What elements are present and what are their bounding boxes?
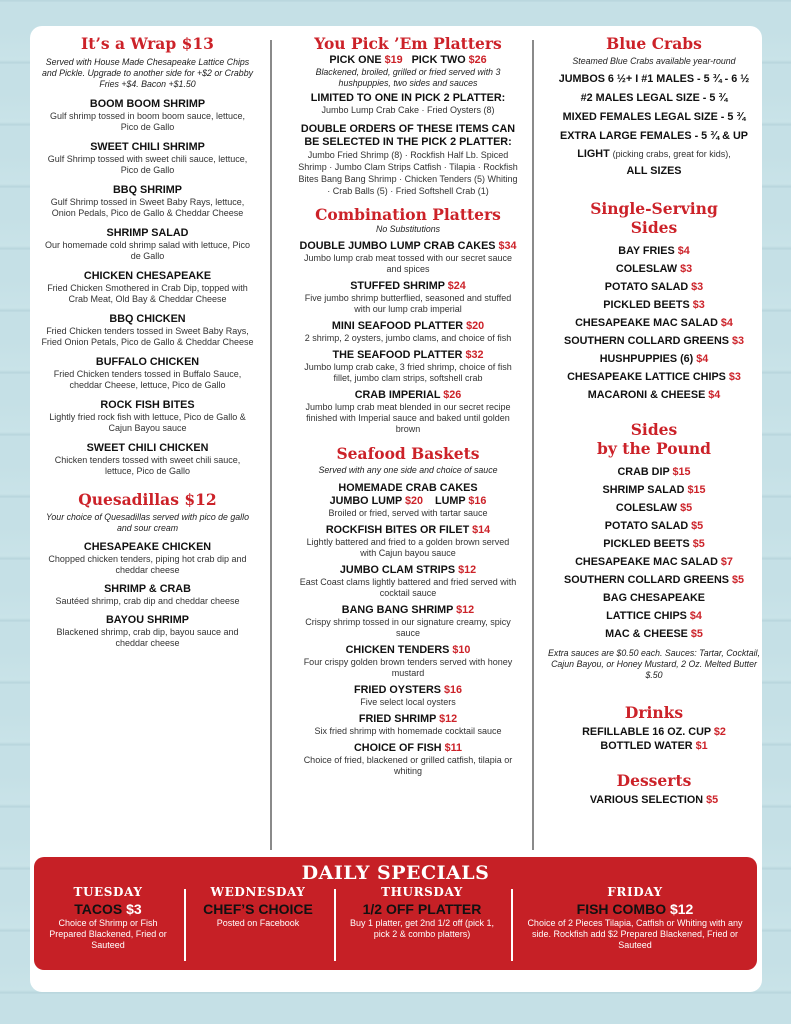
- item-name: CRAB IMPERIAL: [354, 389, 441, 401]
- item-name-line: [298, 684, 518, 697]
- column-wraps: [40, 34, 255, 649]
- item-desc: Chicken tenders tossed with sweet chili sauce, lettuce, Pico de Gallo: [54, 455, 241, 476]
- side-item: [548, 607, 760, 625]
- menu-item: [298, 349, 518, 384]
- side-price: $3: [692, 299, 705, 311]
- menu-item: [298, 684, 518, 708]
- side-name: REFILLABLE 16 OZ. CUP: [582, 726, 711, 738]
- item-name-line: [40, 541, 255, 554]
- special-friday: FRIDAY FISH COMBO $12 Choice of 2 Pieces Tilapia, Catfish or Whiting with any side. Rockfish add $2 Prepared Blackened, Fried or Sauteed: [527, 885, 743, 950]
- item-price: $12: [439, 713, 458, 725]
- item-desc: Gulf Shrimp tossed in Sweet Baby Rays, lettuce, Onion Pedals, Pico de Gallo & Cheddar Cheese: [50, 197, 245, 218]
- item-name-line: [40, 227, 255, 240]
- section-note: Your choice of Quesadillas served with pico de gallo and sour cream: [46, 512, 249, 533]
- section-title-drinks: Drinks: [624, 703, 684, 722]
- menu-item: [298, 320, 518, 344]
- item-name: CHESAPEAKE CHICKEN: [83, 541, 212, 553]
- item-name: ROCKFISH BITES OR FILET: [325, 524, 470, 536]
- crab-size-list: [548, 70, 760, 146]
- item-name-line: [298, 320, 518, 333]
- item-desc: Choice of fried, blackened or grilled catfish, tilapia or whiting: [303, 755, 513, 776]
- item-price: $12: [458, 564, 477, 576]
- side-price: $2: [713, 726, 726, 738]
- crabcakes-name: HOMEMADE CRAB CAKES: [338, 482, 478, 494]
- side-name: BOTTLED WATER: [600, 740, 693, 752]
- double-heading: DOUBLE ORDERS OF THESE ITEMS CAN BE SELECTED IN THE PICK 2 PLATTER:: [300, 123, 516, 148]
- section-note: Served with any one side and choice of sauce: [318, 465, 498, 475]
- crab-light: LIGHT (picking crabs, great for kids),: [577, 148, 731, 160]
- section-title-combo: Combination Platters: [315, 205, 501, 224]
- item-name-line: [40, 141, 255, 154]
- side-price: $5: [690, 628, 703, 640]
- item-name: FRIED OYSTERS: [353, 684, 441, 696]
- side-price: $1: [695, 740, 708, 752]
- limit-desc: Jumbo Lump Crab Cake · Fried Oysters (8): [321, 105, 495, 115]
- item-name: BANG BANG SHRIMP: [341, 604, 454, 616]
- item-name-line: [40, 399, 255, 412]
- menu-item: [40, 541, 255, 576]
- side-name: CHESAPEAKE LATTICE CHIPS: [567, 371, 726, 383]
- item-desc: Gulf shrimp tossed in boom boom sauce, lettuce, Pico de Gallo: [49, 111, 246, 132]
- side-name: COLESLAW: [615, 263, 678, 275]
- side-name: LATTICE CHIPS: [606, 610, 687, 622]
- crab-size-line: MIXED FEMALES LEGAL SIZE - 5 ¾: [562, 111, 746, 123]
- item-name-line: [298, 280, 518, 293]
- item-name: SWEET CHILI SHRIMP: [90, 141, 205, 153]
- pick-prices: PICK ONE $19 PICK TWO $26: [329, 54, 487, 66]
- menu-item: [298, 742, 518, 777]
- item-desc: Our homemade cold shrimp salad with lettuce, Pico de Gallo: [44, 240, 251, 261]
- side-item: [548, 625, 760, 643]
- item-name: JUMBO CLAM STRIPS: [339, 564, 456, 576]
- side-price: $3: [680, 263, 693, 275]
- combo-list: [298, 240, 518, 435]
- item-price: $34: [498, 240, 517, 252]
- side-price: $3: [691, 281, 704, 293]
- item-name: STUFFED SHRIMP: [350, 280, 445, 292]
- item-name-line: [298, 389, 518, 402]
- limit-heading: LIMITED TO ONE IN PICK 2 PLATTER:: [310, 92, 506, 104]
- section-title-crabs: Blue Crabs: [606, 34, 702, 53]
- item-desc: East Coast clams lightly battered and fried served with cocktail sauce: [299, 577, 517, 598]
- menu-item: [298, 713, 518, 737]
- side-item: [548, 314, 760, 332]
- side-item: [548, 793, 760, 807]
- item-name-line: [298, 742, 518, 755]
- section-title-desserts: Desserts: [616, 771, 692, 790]
- item-name: SHRIMP SALAD: [106, 227, 189, 239]
- side-item: [548, 260, 760, 278]
- item-name-line: [298, 564, 518, 577]
- item-name: BBQ SHRIMP: [113, 184, 182, 196]
- item-desc: Lightly fried rock fish with lettuce, Pico de Gallo & Cajun Bayou sauce: [49, 412, 246, 433]
- side-price: $15: [672, 466, 691, 478]
- menu-item: [40, 184, 255, 219]
- section-title-quesadillas: Quesadillas $12: [78, 490, 217, 509]
- item-name-line: [40, 356, 255, 369]
- desserts-list: [548, 793, 760, 807]
- crab-all-sizes: ALL SIZES: [626, 165, 682, 177]
- item-name: CHICKEN CHESAPEAKE: [83, 270, 212, 282]
- crab-size-line: #2 MALES LEGAL SIZE - 5 ¾: [580, 92, 728, 104]
- section-note: Steamed Blue Crabs available year-round: [572, 56, 736, 66]
- item-desc: 2 shrimp, 2 oysters, jumbo clams, and choice of fish: [304, 333, 512, 343]
- crab-size-line: EXTRA LARGE FEMALES - 5 ¾ & UP: [560, 130, 748, 142]
- section-title-single-sides: Single-Serving Sides: [590, 199, 718, 237]
- menu-item: [40, 98, 255, 133]
- menu-item: [298, 564, 518, 599]
- item-name-line: [40, 442, 255, 455]
- item-desc: Chopped chicken tenders, piping hot crab dip and cheddar cheese: [48, 554, 247, 575]
- side-name: POTATO SALAD: [604, 281, 689, 293]
- side-item: [548, 332, 760, 350]
- item-price: $16: [443, 684, 462, 696]
- side-name: SOUTHERN COLLARD GREENS: [564, 335, 729, 347]
- side-price: $5: [680, 502, 693, 514]
- side-price: $15: [687, 484, 706, 496]
- side-item: [548, 296, 760, 314]
- side-item: [548, 553, 760, 571]
- specials-title: DAILY SPECIALS: [301, 862, 490, 884]
- menu-item: [298, 524, 518, 559]
- item-price: $14: [472, 524, 491, 536]
- side-price: $5: [691, 520, 704, 532]
- section-title-platters: You Pick ’Em Platters: [314, 34, 502, 53]
- section-title-wraps: It’s a Wrap $13: [81, 34, 214, 53]
- item-desc: Five select local oysters: [360, 697, 456, 707]
- side-item: [548, 386, 760, 404]
- item-price: $11: [444, 742, 462, 754]
- side-item: [548, 242, 760, 260]
- side-price: $4: [708, 389, 721, 401]
- side-item: [548, 278, 760, 296]
- side-item: [548, 481, 760, 499]
- side-item: [548, 589, 760, 607]
- item-desc: Six fried shrimp with homemade cocktail sauce: [314, 726, 502, 736]
- menu-item: [40, 270, 255, 305]
- item-name-line: [40, 98, 255, 111]
- item-desc: Jumbo lump crab cake, 3 fried shrimp, choice of fish fillet, jumbo clam strips, softshell crab: [304, 362, 512, 383]
- item-name: THE SEAFOOD PLATTER: [332, 349, 463, 361]
- item-desc: Fried Chicken Smothered in Crab Dip, topped with Crab Meat, Old Bay & Cheddar Cheese: [47, 283, 248, 304]
- item-name-line: [298, 604, 518, 617]
- crab-size-line: JUMBOS 6 ½+ I #1 MALES - 5 ¾ - 6 ½: [558, 73, 750, 85]
- item-name-line: [40, 270, 255, 283]
- item-name: BAYOU SHRIMP: [106, 614, 189, 626]
- side-name: CRAB DIP: [617, 466, 670, 478]
- menu-item: [40, 399, 255, 434]
- side-name: MACARONI & CHEESE: [587, 389, 706, 401]
- special-wednesday: WEDNESDAY CHEF’S CHOICE Posted on Facebook: [203, 885, 313, 928]
- section-title-pound-sides: Sides by the Pound: [597, 420, 711, 458]
- side-price: $3: [731, 335, 744, 347]
- side-price: $5: [706, 794, 719, 806]
- item-desc: Gulf Shrimp tossed with sweet chili sauce, lettuce, Pico de Gallo: [47, 154, 248, 175]
- side-price: $7: [720, 556, 733, 568]
- item-name-line: [40, 184, 255, 197]
- item-name-line: [298, 240, 518, 253]
- side-item: [548, 535, 760, 553]
- side-name: SOUTHERN COLLARD GREENS: [564, 574, 729, 586]
- pound-sides-list: [548, 463, 760, 643]
- item-name-line: [40, 313, 255, 326]
- column-divider: [270, 40, 272, 850]
- section-note: No Substitutions: [375, 224, 441, 234]
- item-name: BUFFALO CHICKEN: [95, 356, 200, 368]
- double-desc: Jumbo Fried Shrimp (8) · Rockfish Half Lb. Spiced Shrimp · Jumbo Clam Strips Catfish · Tilapia · Rockfish Bites Bang Bang Shrimp · Chicken Tenders (5) Whiting · Crab Balls (5) · Fried Softshell Crab (1): [298, 150, 518, 196]
- item-name: DOUBLE JUMBO LUMP CRAB CAKES: [299, 240, 496, 252]
- item-name-line: [40, 614, 255, 627]
- side-price: $4: [677, 245, 690, 257]
- crabcakes-prices: JUMBO LUMP $20 LUMP $16: [329, 495, 487, 507]
- column-crabs-sides: [548, 34, 760, 807]
- column-platters: [298, 34, 518, 777]
- item-price: $12: [456, 604, 475, 616]
- side-item: [548, 463, 760, 481]
- item-price: $26: [443, 389, 462, 401]
- side-name: CHESAPEAKE MAC SALAD: [575, 556, 718, 568]
- menu-item: [40, 583, 255, 607]
- item-price: $20: [466, 320, 485, 332]
- side-price: $5: [731, 574, 744, 586]
- side-item: [548, 739, 760, 753]
- menu-item: [298, 644, 518, 679]
- side-name: HUSHPUPPIES (6): [599, 353, 694, 365]
- item-desc: Sautéed shrimp, crab dip and cheddar cheese: [55, 596, 240, 606]
- side-price: $4: [689, 610, 702, 622]
- item-name: MINI SEAFOOD PLATTER: [331, 320, 464, 332]
- side-name: BAG CHESAPEAKE: [603, 592, 705, 604]
- section-note: Served with House Made Chesapeake Lattice Chips and Pickle. Upgrade to another side for +$2 or Crabby Fries +$4. Bacon +$1.50: [41, 57, 253, 89]
- daily-specials-banner: [34, 857, 757, 970]
- item-desc: Lightly battered and fried to a golden brown served with Cajun bayou sauce: [306, 537, 510, 558]
- sauce-note: Extra sauces are $0.50 each. Sauces: Tartar, Cocktail, Cajun Bayou, or Honey Mustard, 2 Oz. Melted Butter $.50: [548, 648, 760, 680]
- menu-item: [40, 614, 255, 649]
- item-name-line: [298, 349, 518, 362]
- side-price: $4: [696, 353, 709, 365]
- side-item: [548, 571, 760, 589]
- item-name: CHOICE OF FISH: [354, 742, 442, 754]
- wrap-list: [40, 98, 255, 477]
- item-price: $24: [447, 280, 466, 292]
- menu-item: [298, 604, 518, 639]
- item-desc: Jumbo lump crab meat blended in our secret recipe finished with Imperial sauce and baked until golden brown: [305, 402, 511, 434]
- item-price: $32: [465, 349, 484, 361]
- special-thursday: THURSDAY 1/2 OFF PLATTER Buy 1 platter, get 2nd 1/2 off (pick 1, pick 2 & combo platters): [350, 885, 494, 939]
- item-desc: Four crispy golden brown tenders served with honey mustard: [303, 657, 513, 678]
- item-name: FRIED SHRIMP: [358, 713, 437, 725]
- item-desc: Jumbo lump crab meat tossed with our secret sauce and spices: [303, 253, 513, 274]
- side-name: VARIOUS SELECTION: [589, 794, 704, 806]
- item-name: SWEET CHILI CHICKEN: [86, 442, 209, 454]
- menu-item: [298, 280, 518, 315]
- item-desc: Crispy shrimp tossed in our signature creamy, spicy sauce: [305, 617, 511, 638]
- item-name-line: [40, 583, 255, 596]
- side-name: PICKLED BEETS: [603, 299, 690, 311]
- item-name-line: [298, 713, 518, 726]
- single-sides-list: [548, 242, 760, 404]
- side-item: [548, 517, 760, 535]
- side-item: [548, 499, 760, 517]
- menu-item: [40, 227, 255, 262]
- side-price: $5: [692, 538, 705, 550]
- side-name: CHESAPEAKE MAC SALAD: [575, 317, 718, 329]
- column-divider: [532, 40, 534, 850]
- item-desc: Five jumbo shrimp butterflied, seasoned and stuffed with our lump crab imperial: [304, 293, 512, 314]
- menu-item: [40, 356, 255, 391]
- side-item: [548, 725, 760, 739]
- basket-list: [298, 524, 518, 777]
- menu-item: [298, 389, 518, 435]
- item-desc: Fried Chicken tenders tossed in Sweet Baby Rays, Fried Onion Petals, Pico de Gallo & Cheddar Cheese: [41, 326, 254, 347]
- section-note: Blackened, broiled, grilled or fried served with 3 hushpuppies, two sides and sauces: [315, 67, 501, 88]
- quesadilla-list: [40, 541, 255, 649]
- crabcakes-desc: Broiled or fried, served with tartar sauce: [328, 508, 488, 518]
- drinks-list: [548, 725, 760, 753]
- item-name: SHRIMP & CRAB: [104, 583, 191, 595]
- item-price: $10: [452, 644, 471, 656]
- side-name: MAC & CHEESE: [605, 628, 688, 640]
- special-tuesday: TUESDAY TACOS $3 Choice of Shrimp or Fish Prepared Blackened, Fried or Sauteed: [49, 885, 167, 950]
- item-desc: Fried Chicken tenders tossed in Buffalo Sauce, cheddar Cheese, lettuce, Pico de Gallo: [53, 369, 242, 390]
- side-name: PICKLED BEETS: [603, 538, 690, 550]
- item-name: ROCK FISH BITES: [100, 399, 195, 411]
- side-item: [548, 350, 760, 368]
- item-name-line: [298, 644, 518, 657]
- item-name: BBQ CHICKEN: [109, 313, 186, 325]
- menu-item: [40, 442, 255, 477]
- menu-item: [40, 141, 255, 176]
- side-name: SHRIMP SALAD: [602, 484, 685, 496]
- menu-item: [298, 240, 518, 275]
- item-name: CHICKEN TENDERS: [345, 644, 450, 656]
- item-desc: Blackened shrimp, crab dip, bayou sauce and cheddar cheese: [56, 627, 239, 648]
- menu-item: [40, 313, 255, 348]
- side-item: [548, 368, 760, 386]
- item-name: BOOM BOOM SHRIMP: [89, 98, 206, 110]
- section-title-baskets: Seafood Baskets: [336, 444, 480, 463]
- side-name: BAY FRIES: [618, 245, 675, 257]
- side-price: $4: [720, 317, 733, 329]
- side-name: POTATO SALAD: [604, 520, 689, 532]
- side-name: COLESLAW: [615, 502, 678, 514]
- side-price: $3: [728, 371, 741, 383]
- item-name-line: [298, 524, 518, 537]
